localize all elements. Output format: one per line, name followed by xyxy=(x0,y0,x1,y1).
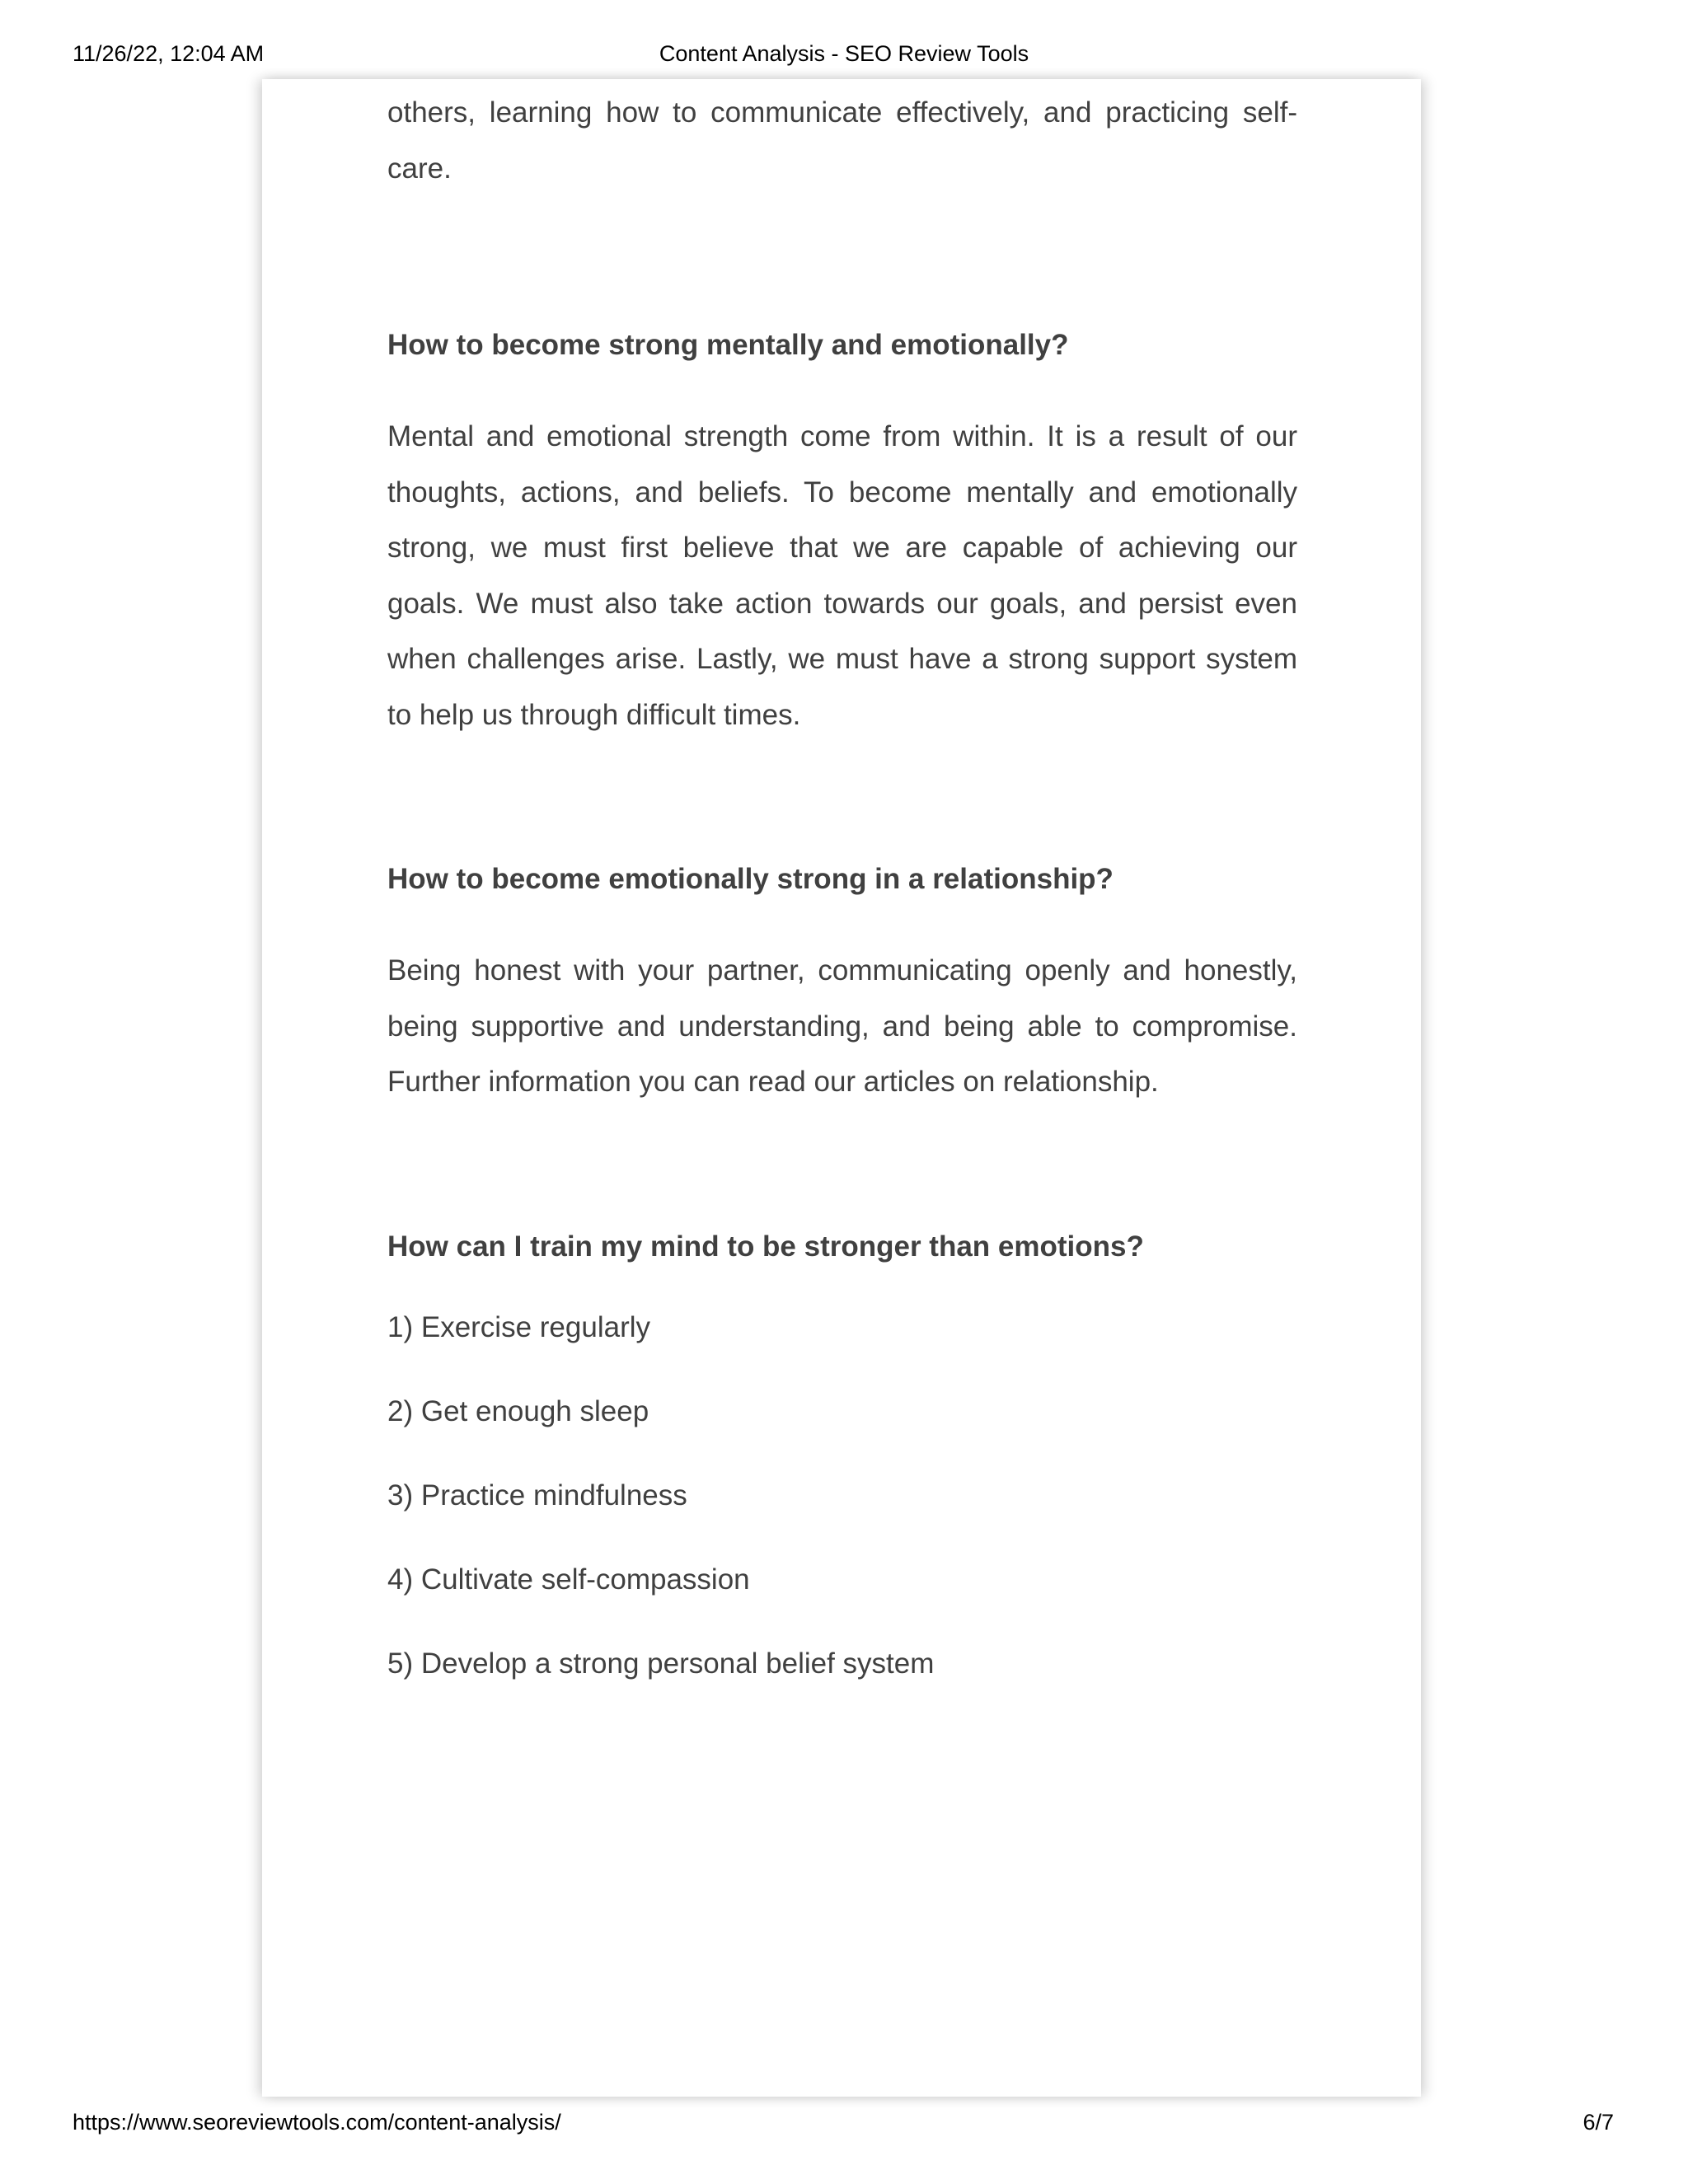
train-mind-tips-list xyxy=(387,1310,1297,1681)
intro-continuation-paragraph: others, learning how to communicate effectively, and practicing self-care. xyxy=(387,96,1297,185)
list-item: 4) Cultivate self-compassion xyxy=(387,1563,750,1596)
section-heading-relationship-strength: How to become emotionally strong in a relationship? xyxy=(387,863,1114,895)
section-paragraph-relationship-strength: Being honest with your partner, communicating openly and honestly, being supportive and understanding, and being able to compromise. Further information you can read our articles on relationship. xyxy=(387,954,1297,1098)
print-footer-page-number: 6/7 xyxy=(1582,2110,1614,2135)
list-item: 3) Practice mindfulness xyxy=(387,1479,687,1511)
section-heading-train-mind: How can I train my mind to be stronger than emotions? xyxy=(387,1230,1144,1263)
print-footer-url: https://www.seoreviewtools.com/content-analysis/ xyxy=(73,2110,561,2135)
list-item: 1) Exercise regularly xyxy=(387,1310,650,1343)
print-header-title: Content Analysis - SEO Review Tools xyxy=(659,41,1029,66)
section-heading-mental-emotional-strength: How to become strong mentally and emotionally? xyxy=(387,329,1069,361)
print-header-datetime: 11/26/22, 12:04 AM xyxy=(73,41,265,66)
list-item: 5) Develop a strong personal belief system xyxy=(387,1647,935,1680)
article-body xyxy=(387,79,1297,1681)
list-item: 2) Get enough sleep xyxy=(387,1394,649,1427)
section-paragraph-mental-emotional-strength: Mental and emotional strength come from within. It is a result of our thoughts, actions, and beliefs. To become mentally and emotionally strong, we must first believe that we are capable of achieving our goals. We must also take action towards our goals, and persist even when challenges arise. Lastly, we must have a strong support system to help us through difficult times. xyxy=(387,420,1297,731)
article-card xyxy=(262,79,1421,2097)
